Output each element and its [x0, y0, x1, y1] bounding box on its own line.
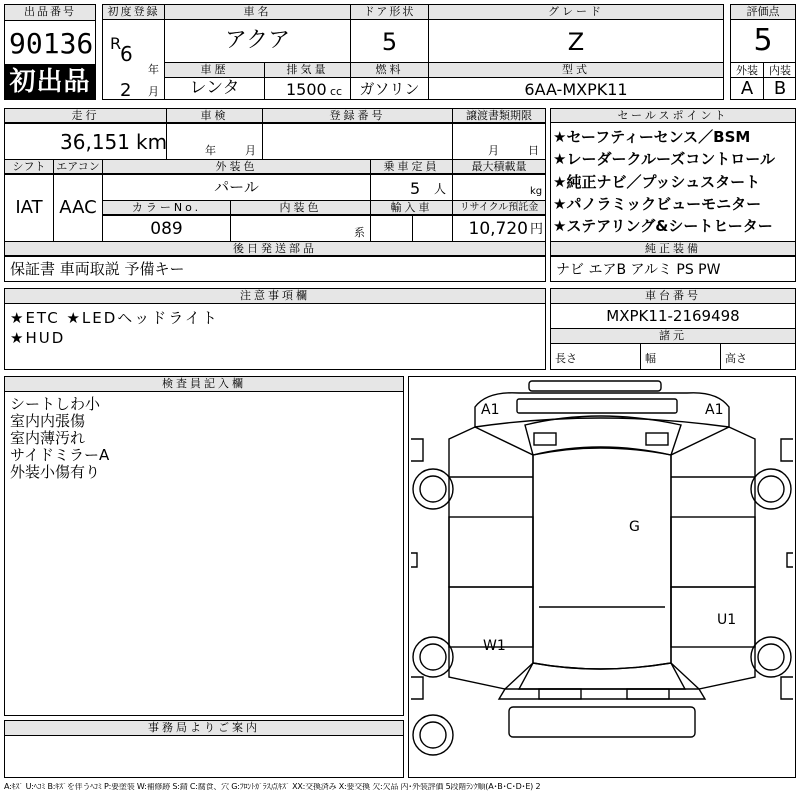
inspection-month-unit: 月 — [245, 144, 256, 157]
inspector-line: サイドミラーA — [10, 446, 110, 464]
color-no: 089 — [150, 219, 183, 239]
damage-mark-u1: U1 — [717, 612, 737, 628]
aircon-label: エアコン — [54, 160, 102, 174]
fuel: ガソリン — [359, 80, 420, 98]
sales-point-item: ★パノラミックビューモニター — [553, 195, 762, 213]
damage-mark-w1: W1 — [483, 638, 506, 654]
first-listing-text: 初出品 — [9, 67, 91, 97]
grade-label: グレード — [429, 5, 723, 20]
reg-number-label: 登録番号 — [263, 109, 452, 123]
mileage: 36,151 — [60, 130, 130, 154]
capacity-unit: 人 — [434, 182, 447, 196]
reg-month: 2 — [120, 80, 132, 101]
interior-grade-label: 内装 — [769, 64, 791, 77]
model-label: 型式 — [429, 63, 723, 77]
displacement-label: 排気量 — [265, 63, 350, 77]
later-items-label: 後日発送部品 — [5, 242, 545, 256]
reg-year-unit: 年 — [148, 63, 159, 76]
inspector-line: シートしわ小 — [10, 395, 101, 413]
equipment: ナビ エアB アルミ PS PW — [556, 262, 721, 278]
interior-grade: B — [773, 78, 787, 99]
capacity-label: 乗車定員 — [371, 160, 452, 174]
door-label: ドア形状 — [351, 5, 428, 20]
recycle-fee: 10,720 — [468, 219, 528, 239]
reg-year: 6 — [120, 42, 133, 66]
exterior-color-label: 外装色 — [103, 160, 370, 174]
displacement-unit: cc — [330, 85, 343, 98]
history: レンタ — [189, 78, 240, 98]
inspection-label: 車検 — [167, 109, 262, 123]
exterior-grade-label: 外装 — [736, 64, 758, 77]
grade: Z — [567, 28, 585, 56]
damage-mark-a1-left: A1 — [481, 402, 500, 418]
damage-diagram — [408, 376, 796, 778]
car-outline — [409, 377, 795, 777]
lot-number: 90136 — [9, 27, 94, 60]
chassis-label: 車台番号 — [551, 289, 795, 304]
equipment-label: 純正装備 — [551, 242, 795, 256]
doors: 5 — [381, 28, 398, 56]
lot-number-label: 出品番号 — [5, 5, 95, 21]
later-items: 保証書 車両取説 予備キー — [10, 260, 185, 278]
max-load-unit: kg — [530, 186, 543, 197]
damage-mark-a1-right: A1 — [705, 402, 724, 418]
notes-label: 注意事項欄 — [5, 289, 545, 304]
damage-legend: A:ｷｽﾞ U:ﾍｺﾐ B:ｷｽﾞを伴うﾍｺﾐ P:要塗装 W:補修跡 S:錆 C:腐食、穴 G:ﾌﾛﾝﾄｶﾞﾗｽ点ｷｽﾞ XX:交換済み X:要交換 欠:欠品 内･外装評価 5段階ﾗﾝｸ順(A･B･C･D･E) 2 — [4, 783, 541, 791]
inspection-year-unit: 年 — [205, 144, 216, 157]
sales-point-item: ★レーダークルーズコントロール — [553, 150, 775, 168]
width-label: 幅 — [645, 352, 656, 365]
sales-point-item: ★純正ナビ／プッシュスタート — [553, 173, 761, 191]
notes-line: ★HUD — [10, 329, 66, 347]
score-label: 評価点 — [731, 5, 795, 20]
era-letter: R — [110, 34, 122, 53]
capacity: 5 — [410, 179, 421, 198]
fuel-label: 燃料 — [351, 63, 428, 77]
inspector-line: 外装小傷有り — [10, 463, 101, 481]
recycle-label: リサイクル預託金 — [453, 201, 545, 215]
color-no-label: カラーNo. — [103, 201, 230, 215]
notes-line: ★ETC ★LEDヘッドライト — [10, 309, 219, 327]
transfer-day-unit: 日 — [528, 144, 539, 157]
exterior-color: パール — [214, 178, 259, 196]
history-label: 車歴 — [165, 63, 264, 77]
shift: IAT — [15, 197, 43, 218]
sales-point-item: ★セーフティーセンス／BSM — [553, 128, 751, 146]
transfer-docs-label: 譲渡書類期限 — [453, 109, 545, 123]
length-label: 長さ — [555, 352, 577, 365]
sales-point-item: ★ステアリング&シートヒーター — [553, 217, 773, 235]
interior-color-label: 内装色 — [231, 201, 370, 215]
interior-color-suffix: 系 — [354, 226, 365, 239]
dims-label: 諸元 — [551, 329, 795, 344]
first-listing-badge — [4, 64, 96, 100]
reg-month-unit: 月 — [148, 85, 159, 98]
model: 6AA-MXPK11 — [524, 80, 628, 99]
first-reg-label: 初度登録 — [103, 5, 164, 20]
exterior-grade: A — [740, 78, 754, 99]
inspector-line: 室内薄汚れ — [10, 429, 86, 447]
aircon: AAC — [59, 197, 97, 218]
office-label: 事務局よりご案内 — [5, 721, 403, 736]
damage-mark-g: G — [629, 519, 640, 535]
inspector-label: 検査員記入欄 — [5, 377, 403, 392]
recycle-unit: 円 — [530, 222, 544, 237]
transfer-month-unit: 月 — [488, 144, 499, 157]
displacement: 1500 — [286, 80, 327, 99]
max-load-label: 最大積載量 — [453, 160, 545, 174]
inspector-line: 室内内張傷 — [10, 412, 86, 430]
import-label: 輸入車 — [371, 201, 452, 215]
mileage-unit: km — [136, 130, 168, 154]
sales-points-label: セールスポイント — [551, 109, 795, 123]
shift-label: シフト — [5, 160, 53, 174]
mileage-label: 走行 — [5, 109, 166, 123]
score: 5 — [753, 23, 773, 58]
chassis-number: MXPK11-2169498 — [606, 307, 740, 325]
car-name: アクア — [224, 28, 291, 53]
car-name-label: 車名 — [165, 5, 350, 20]
height-label: 高さ — [725, 352, 747, 365]
